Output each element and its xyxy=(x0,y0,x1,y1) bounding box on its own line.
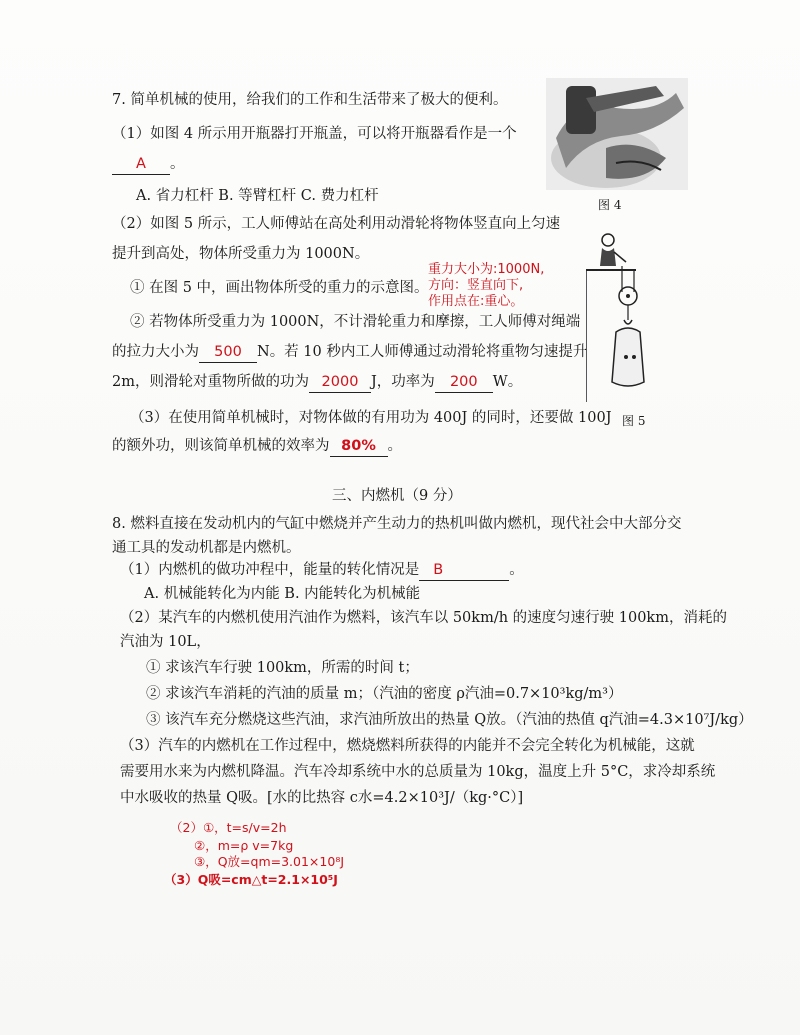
work-blank xyxy=(309,372,371,393)
q8-intro-line1: 8. 燃料直接在发动机内的气缸中燃烧并产生动力的热机叫做内燃机，现代社会中大部分交 xyxy=(112,516,682,532)
q8-part2-sub1: ① 求该汽车行驶 100km，所需的时间 t； xyxy=(146,660,419,676)
q7-part1-options: A. 省力杠杆 B. 等臂杠杆 C. 费力杠杆 xyxy=(136,188,379,204)
q8-part3-line2: 需要用水来为内燃机降温。汽车冷却系统中水的总质量为 10kg，温度上升 5°C，求冷却系统 xyxy=(120,764,716,780)
q7-part1-end: 。 xyxy=(170,156,185,172)
efficiency-label: 的额外功，则该简单机械的效率为 xyxy=(112,438,330,454)
work-label: 2m，则滑轮对重物所做的功为 xyxy=(112,374,309,390)
q8-part1-blank xyxy=(419,560,509,581)
gravity-note-line3: 作用点在:重心。 xyxy=(428,294,524,309)
q8-part1-options: A. 机械能转化为内能 B. 内能转化为机械能 xyxy=(144,586,421,602)
pull-force-suffix: N。若 10 秒内工人师傅通过动滑轮将重物匀速提升 xyxy=(257,344,588,360)
figure-4-bottle-opener xyxy=(546,78,688,190)
q7-part2-sub2-line3 xyxy=(112,372,522,393)
q8-part3-line1: （3）汽车的内燃机在工作过程中，燃烧燃料所获得的内能并不会完全转化为机械能，这就 xyxy=(120,738,695,754)
q7-intro: 7. 简单机械的使用，给我们的工作和生活带来了极大的便利。 xyxy=(112,92,508,108)
q8-part1-answer: B xyxy=(433,562,444,578)
q8-part1 xyxy=(120,560,524,581)
q7-part3-line1: （3）在使用简单机械时，对物体做的有用功为 400J 的同时，还要做 100J xyxy=(130,410,612,426)
q7-part1: （1）如图 4 所示用开瓶器打开瓶盖，可以将开瓶器看作是一个 xyxy=(112,126,517,142)
power-unit: W。 xyxy=(492,374,523,390)
q7-part1-answer-line xyxy=(112,154,185,175)
section-title: 三、内燃机（9 分） xyxy=(332,488,462,504)
q8-part3-line3: 中水吸收的热量 Q吸。[水的比热容 c水=4.2×10³J/（kg·°C）] xyxy=(120,790,524,806)
gravity-note-line1: 重力大小为:1000N, xyxy=(428,262,545,277)
gravity-note-line2: 方向：竖直向下, xyxy=(428,278,524,293)
solution-line2: ②，m=ρ v=7kg xyxy=(194,838,294,853)
solution-line4: （3）Q吸=cm△t=2.1×10⁵J xyxy=(164,872,338,887)
figure-5-pulley xyxy=(586,232,686,402)
efficiency-answer: 80% xyxy=(341,438,376,454)
q7-part1-answer: A xyxy=(136,156,146,172)
pull-force-blank xyxy=(199,342,257,363)
figure-4-caption: 图 4 xyxy=(598,198,622,212)
power-label: J，功率为 xyxy=(370,374,435,390)
power-blank xyxy=(435,372,493,393)
q8-part1-text: （1）内燃机的做功冲程中，能量的转化情况是 xyxy=(120,562,420,578)
q7-part3-line2 xyxy=(112,436,402,457)
work-answer: 2000 xyxy=(321,374,359,390)
q7-part2-line2: 提升到高处，物体所受重力为 1000N。 xyxy=(112,246,370,262)
q8-intro-line2: 通工具的发动机都是内燃机。 xyxy=(112,540,301,556)
handwritten-gravity-note xyxy=(428,262,544,310)
solution-line3: ③，Q放=qm=3.01×10⁸J xyxy=(194,854,345,869)
q8-part2-sub3: ③ 该汽车充分燃烧这些汽油，求汽油所放出的热量 Q放。（汽油的热值 q汽油=4.3×10⁷J/kg） xyxy=(146,712,753,728)
q7-part2-line1: （2）如图 5 所示，工人师傅站在高处利用动滑轮将物体竖直向上匀速 xyxy=(112,216,561,232)
pull-force-label: 的拉力大小为 xyxy=(112,344,199,360)
q8-part2-line1: （2）某汽车的内燃机使用汽油作为燃料，该汽车以 50km/h 的速度匀速行驶 100km，消耗的 xyxy=(120,610,727,626)
q8-part1-end: 。 xyxy=(509,562,524,578)
solution-line1: （2）①，t=s/v=2h xyxy=(170,820,287,835)
q7-part2-sub1: ① 在图 5 中，画出物体所受的重力的示意图。 xyxy=(130,280,429,296)
q7-part2-sub2-line2 xyxy=(112,342,587,363)
power-answer: 200 xyxy=(449,374,478,390)
q8-part2-line2: 汽油为 10L， xyxy=(120,634,211,650)
q8-part2-sub2: ② 求该汽车消耗的汽油的质量 m；（汽油的密度 ρ汽油=0.7×10³kg/m³） xyxy=(146,686,623,702)
figure-5-caption: 图 5 xyxy=(622,414,646,428)
efficiency-end: 。 xyxy=(387,438,402,454)
pull-force-answer: 500 xyxy=(214,344,242,360)
efficiency-blank xyxy=(330,436,388,457)
q7-part2-sub2: ② 若物体所受重力为 1000N，不计滑轮重力和摩擦，工人师傅对绳端 xyxy=(130,314,581,330)
q7-part1-blank xyxy=(112,154,170,175)
